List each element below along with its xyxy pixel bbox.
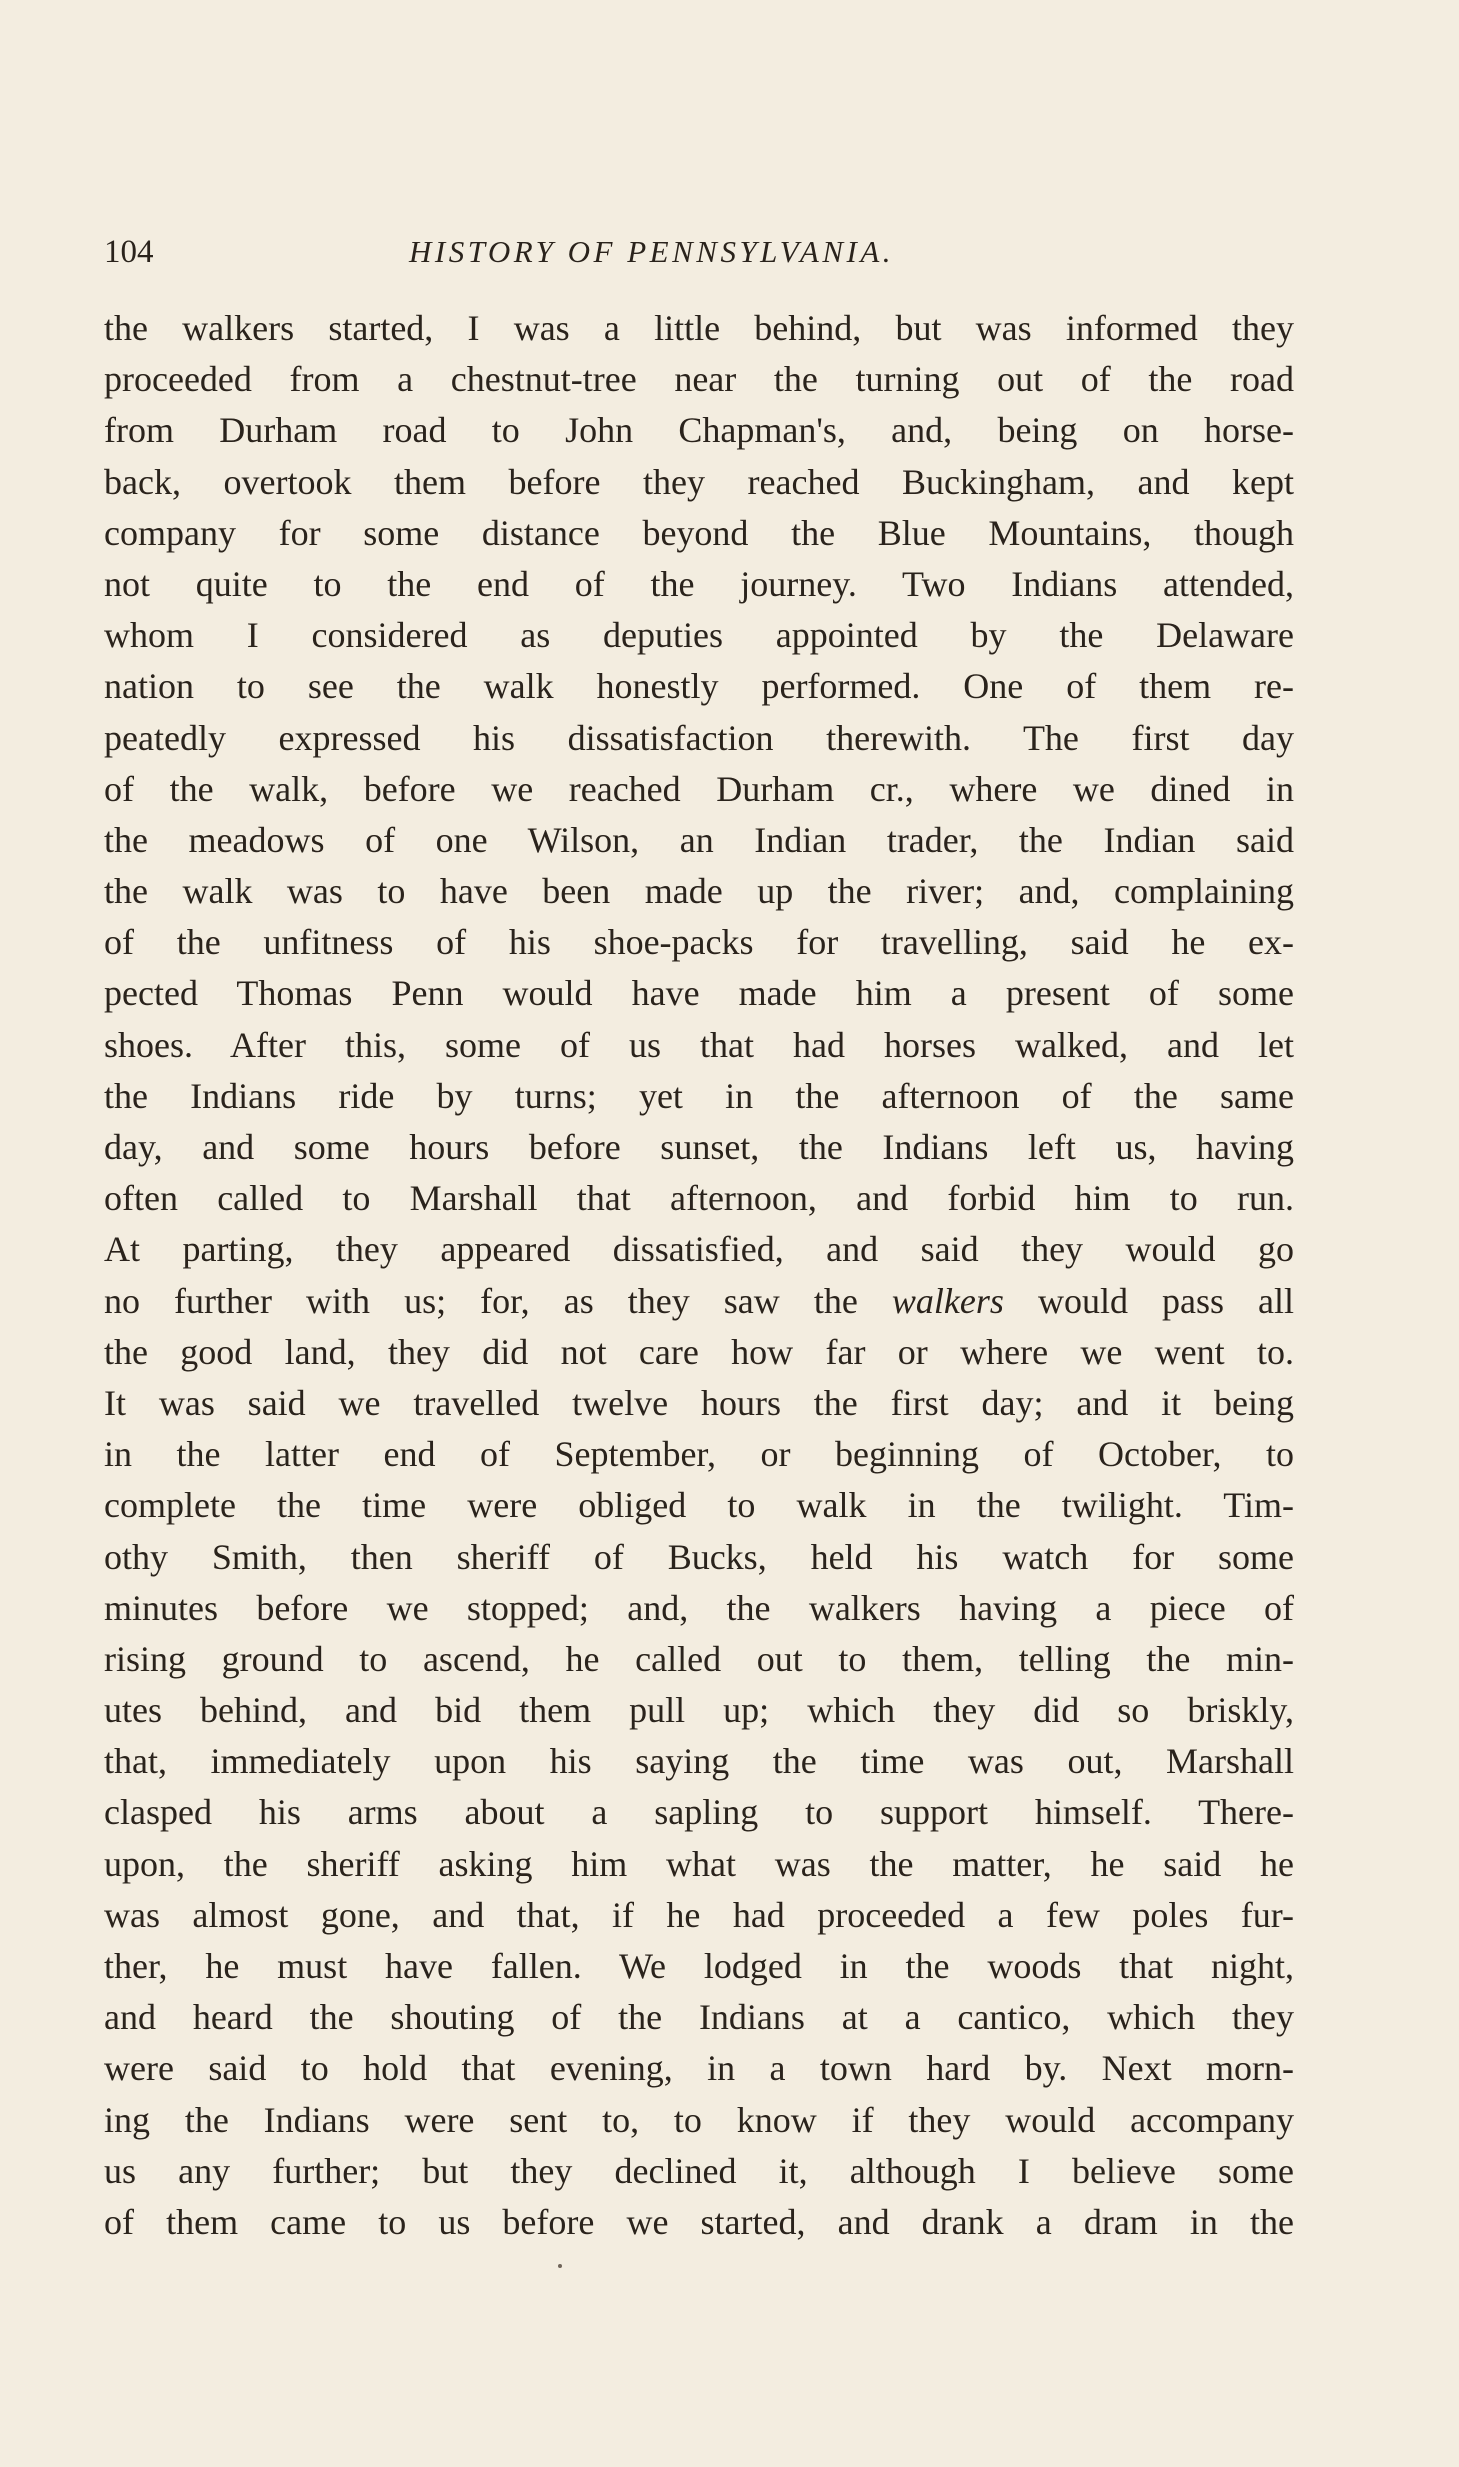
text-line: proceeded from a chestnut-tree near the turning out of the road [104, 359, 1294, 400]
text-line: of the unfitness of his shoe-packs for travelling, said he ex- [104, 922, 1294, 963]
text-line: of them came to us before we started, and drank a dram in the [104, 2201, 1294, 2242]
body-text [104, 303, 1294, 2248]
page-number: 104 [104, 234, 154, 270]
paper-speck [558, 2264, 562, 2268]
text-line: often called to Marshall that afternoon, and forbid him to run. [104, 1178, 1294, 1219]
text-line: of the walk, before we reached Durham cr., where we dined in [104, 768, 1294, 809]
text-line: minutes before we stopped; and, the walkers having a piece of [104, 1587, 1294, 1628]
text-line: ther, he must have fallen. We lodged in the woods that night, [104, 1946, 1294, 1986]
text-line: the meadows of one Wilson, an Indian trader, the Indian said [104, 819, 1294, 860]
text-line: the Indians ride by turns; yet in the afternoon of the same [104, 1075, 1294, 1116]
text-line: At parting, they appeared dissatisfied, and said they would go [104, 1229, 1294, 1270]
text-line: day, and some hours before sunset, the Indians left us, having [104, 1127, 1294, 1167]
text-line: from Durham road to John Chapman's, and, being on horse- [104, 410, 1294, 451]
text-line: rising ground to ascend, he called out to them, telling the min- [104, 1638, 1294, 1679]
text-line: It was said we travelled twelve hours the first day; and it being [104, 1382, 1294, 1423]
text-line: not quite to the end of the journey. Two Indians attended, [104, 563, 1294, 604]
text-line: ing the Indians were sent to, to know if they would accompany [104, 2099, 1294, 2140]
line-segment: no further with us; for, as they saw the [104, 1280, 858, 1321]
text-line: othy Smith, then sheriff of Bucks, held his watch for some [104, 1536, 1294, 1577]
text-line: shoes. After this, some of us that had horses walked, and let [104, 1024, 1294, 1065]
text-line: pected Thomas Penn would have made him a present of some [104, 973, 1294, 1014]
running-head [104, 230, 1294, 274]
text-line: that, immediately upon his saying the time was out, Marshall [104, 1741, 1294, 1782]
text-line: peatedly expressed his dissatisfaction therewith. The first day [104, 717, 1294, 758]
text-line: clasped his arms about a sapling to support himself. There- [104, 1792, 1294, 1833]
text-line: company for some distance beyond the Blue Mountains, though [104, 512, 1294, 553]
text-line: complete the time were obliged to walk in the twilight. Tim- [104, 1485, 1294, 1526]
text-line: us any further; but they declined it, although I believe some [104, 2150, 1294, 2191]
text-line: in the latter end of September, or beginning of October, to [104, 1434, 1294, 1475]
text-line: the good land, they did not care how far or where we went to. [104, 1331, 1294, 1372]
italic-word: walkers [891, 1280, 1004, 1321]
text-line: the walk was to have been made up the river; and, complaining [104, 871, 1294, 912]
text-line: back, overtook them before they reached Buckingham, and kept [104, 461, 1294, 502]
text-line: utes behind, and bid them pull up; which they did so briskly, [104, 1690, 1294, 1731]
text-line-with-italic [104, 1276, 1294, 1327]
running-title: HISTORY OF PENNSYLVANIA. [409, 234, 895, 269]
line-segment: would pass all [1037, 1280, 1294, 1321]
text-line: was almost gone, and that, if he had proceeded a few poles fur- [104, 1894, 1294, 1935]
text-line: were said to hold that evening, in a town hard by. Next morn- [104, 2048, 1294, 2089]
text-line: whom I considered as deputies appointed by the Delaware [104, 615, 1294, 656]
text-line: nation to see the walk honestly performed. One of them re- [104, 666, 1294, 707]
text-line: the walkers started, I was a little behind, but was informed they [104, 308, 1294, 348]
text-line: and heard the shouting of the Indians at a cantico, which they [104, 1997, 1294, 2038]
text-line: upon, the sheriff asking him what was the matter, he said he [104, 1843, 1294, 1884]
